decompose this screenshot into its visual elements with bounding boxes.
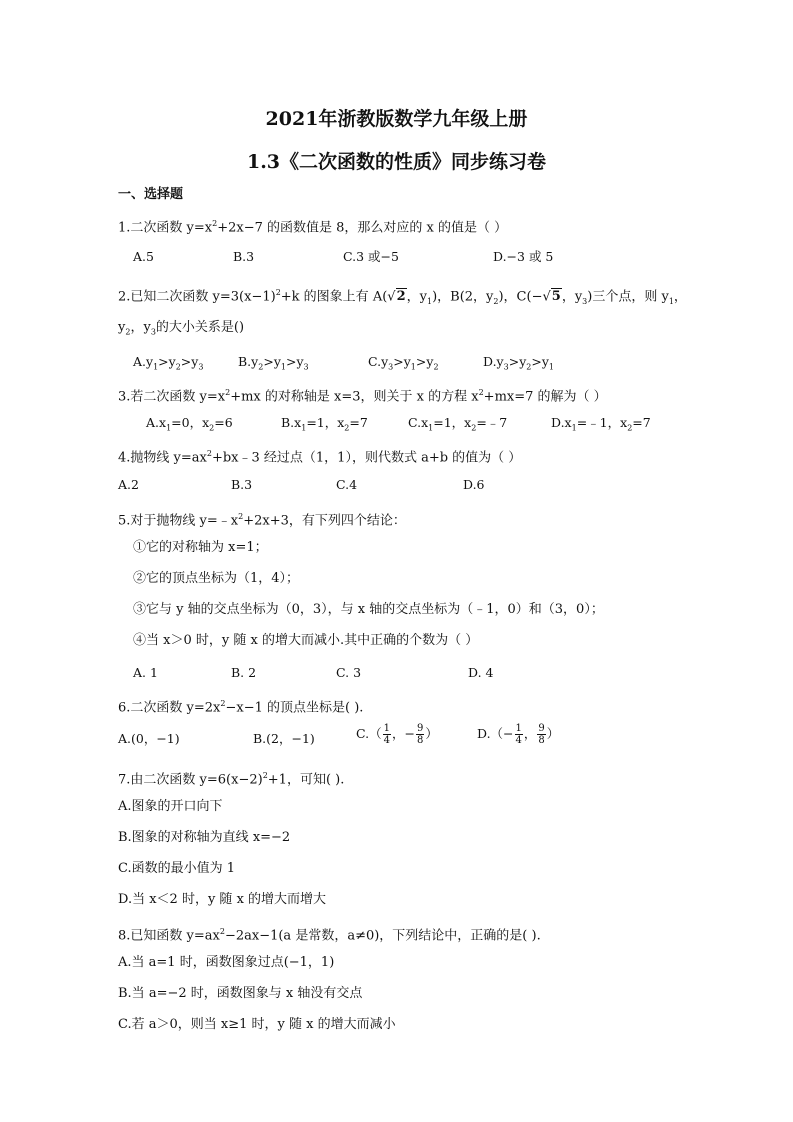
q6-option-b: B.(2，−1) bbox=[253, 731, 315, 746]
q8-option-a: A.当 a=1 时，函数图象过点(−1，1) bbox=[118, 955, 335, 970]
q1-option-a: A.5 bbox=[133, 249, 154, 264]
question-2-line-2: $y_2$，$y_3$的大小关系是() bbox=[118, 320, 245, 337]
sqrt-symbol: √ bbox=[387, 289, 396, 305]
q5-option-d: D. 4 bbox=[468, 665, 494, 680]
q2-option-b: $B.y_2>y_1>y_3$ bbox=[238, 354, 309, 372]
q5-option-b: B. 2 bbox=[231, 665, 257, 680]
q5-conclusion-3: ③它与 y 轴的交点坐标为（0，3），与 x 轴的交点坐标为（﹣1，0）和（3，0）； bbox=[133, 602, 604, 617]
fraction: $\frac{9}{8}$ bbox=[416, 723, 424, 746]
q8-option-b: B.当 a=−2 时，函数图象与 x 轴没有交点 bbox=[118, 986, 363, 1001]
question-7: 7.由二次函数 $y=6(x-2)^2+1$，可知( ). bbox=[118, 771, 345, 788]
q7-option-a: A.图象的开口向下 bbox=[118, 799, 223, 814]
question-6: 6.二次函数 $y=2x^2-x-1$ 的顶点坐标是( ). bbox=[118, 699, 364, 716]
q5-option-c: C. 3 bbox=[336, 665, 362, 680]
q6-option-a: A.(0，−1) bbox=[118, 731, 180, 746]
q7-option-b: B.图象的对称轴为直线 x=−2 bbox=[118, 830, 291, 845]
question-1: 1.二次函数 $y=x^2+2x-7$ 的函数值是 8，那么对应的 x 的值是（ ） bbox=[118, 219, 508, 236]
q6-option-d: D.（− $\frac{1}{4}$ ， $\frac{9}{8}$ ） bbox=[477, 723, 560, 746]
q3-option-a: $A.x_1=0$，$x_2=6$ bbox=[146, 415, 233, 433]
q4-option-d: D.6 bbox=[463, 477, 485, 492]
question-3: 3.若二次函数 $y=x^2+mx$ 的对称轴是 x=3，则关于 x 的方程 $x^2+mx=7$ 的解为（ ） bbox=[118, 388, 607, 405]
q6-option-c: C.（ $\frac{1}{4}$ ，− $\frac{9}{8}$ ） bbox=[356, 723, 438, 746]
fraction: $\frac{1}{4}$ bbox=[515, 723, 522, 746]
document-subtitle: 1.3《二次函数的性质》同步练习卷 bbox=[246, 151, 547, 173]
q3-option-d: $D.x_1=﹣1$，$x_2=7$ bbox=[551, 415, 651, 433]
q5-option-a: A. 1 bbox=[133, 665, 158, 680]
q1-option-c: C.3 或−5 bbox=[343, 249, 399, 264]
fraction: $\frac{1}{4}$ bbox=[383, 723, 390, 746]
q7-option-d: D.当 x＜2 时，y 随 x 的增大而增大 bbox=[118, 892, 327, 907]
q4-option-a: A.2 bbox=[118, 477, 139, 492]
document-title: 2021年浙教版数学九年级上册 bbox=[265, 108, 528, 130]
question-2: 2.已知二次函数 $y=3(x-1)^2+k$ 的图象上有 A(√2，$y_1$)，B(2，$y_2$)，C(−√5，$y_3$)三个点，则 $y_1$， bbox=[118, 288, 687, 306]
q1-option-b: B.3 bbox=[233, 249, 255, 264]
fraction: $\frac{9}{8}$ bbox=[538, 723, 545, 746]
sqrt-symbol: √ bbox=[542, 289, 551, 305]
question-8: 8.已知函数 $y=ax^2-2ax-1(a$ 是常数，a≠0)，下列结论中，正确的是( ). bbox=[118, 927, 541, 944]
q4-option-c: C.4 bbox=[336, 477, 358, 492]
q2-option-c: $C.y_3>y_1>y_2$ bbox=[368, 354, 439, 372]
q5-conclusion-1: ①它的对称轴为 x=1； bbox=[133, 540, 268, 555]
q2-option-a: $A.y_1>y_2>y_3$ bbox=[133, 354, 204, 372]
q1-option-d: D.−3 或 5 bbox=[493, 249, 554, 264]
q4-option-b: B.3 bbox=[231, 477, 253, 492]
q5-conclusion-4: ④当 x＞0 时，y 随 x 的增大而减小.其中正确的个数为（ ） bbox=[133, 633, 479, 648]
q5-conclusion-2: ②它的顶点坐标为（1，4）； bbox=[133, 571, 300, 586]
q3-option-b: $B.x_1=1$，$x_2=7$ bbox=[281, 415, 368, 433]
question-5: 5.对于抛物线 $y=﹣x^2+2x+3$，有下列四个结论： bbox=[118, 512, 406, 529]
question-4: 4.抛物线 $y=ax^2+bx﹣3$ 经过点（1，1），则代数式 a+b 的值为（ ） bbox=[118, 449, 522, 466]
q2-option-d: $D.y_3>y_2>y_1$ bbox=[483, 354, 554, 372]
section-heading: 一、选择题 bbox=[118, 187, 184, 202]
q8-option-c: C.若 a＞0，则当 x≥1 时，y 随 x 的增大而减小 bbox=[118, 1017, 396, 1032]
q7-option-c: C.函数的最小值为 1 bbox=[118, 861, 236, 876]
q3-option-c: $C.x_1=1$，$x_2=﹣7$ bbox=[408, 415, 508, 433]
